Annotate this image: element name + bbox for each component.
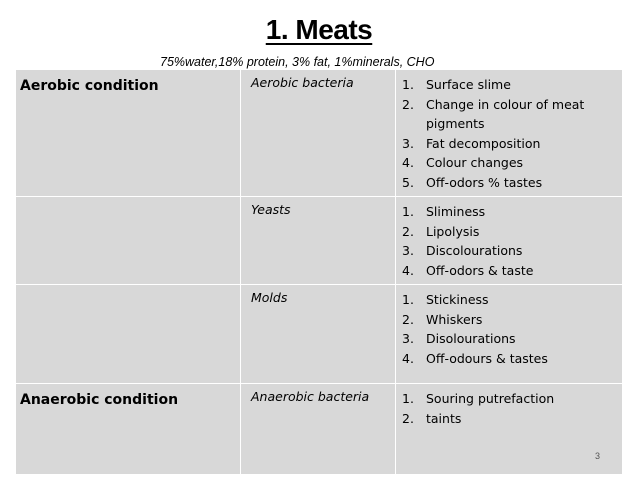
table-row xyxy=(16,285,623,384)
effects-cell xyxy=(396,70,623,197)
condition-cell: Anaerobic condition xyxy=(16,384,241,475)
list-item: 2. Lipolysis xyxy=(402,223,480,239)
table-row xyxy=(16,384,623,475)
effects-cell xyxy=(396,197,623,285)
table-row xyxy=(16,197,623,285)
effects-cell xyxy=(396,285,623,384)
organism-cell: Aerobic bacteria xyxy=(241,70,396,197)
table-row xyxy=(16,70,623,197)
effects-list xyxy=(402,290,618,368)
list-item: 1. Sliminess xyxy=(402,204,486,219)
organism-cell: Molds xyxy=(241,285,396,384)
condition-cell xyxy=(16,197,241,285)
slide-title: 1. Meats xyxy=(265,14,373,45)
list-item: 2. taints xyxy=(402,410,462,426)
list-item: 4. Colour changes xyxy=(402,155,524,170)
condition-cell: Aerobic condition xyxy=(16,70,241,197)
list-item: 1. Stickiness xyxy=(402,292,489,307)
effects-cell xyxy=(396,384,623,475)
list-item: 2. Change in colour of meat pigments xyxy=(402,96,585,131)
list-item: 1. Souring putrefaction xyxy=(402,391,555,406)
condition-cell xyxy=(16,285,241,384)
effects-list xyxy=(402,389,618,428)
list-item: 4. Off-odours & tastes xyxy=(402,350,548,366)
list-item: 2. Whiskers xyxy=(402,311,483,327)
list-item: 1. Surface slime xyxy=(402,77,511,92)
page-number: 3 xyxy=(594,451,600,461)
composition-subtitle: 75%water,18% protein, 3% fat, 1%minerals, CHO xyxy=(160,55,435,69)
list-item: 3. Disolourations xyxy=(402,331,516,346)
spoilage-table xyxy=(15,69,623,475)
organism-cell: Yeasts xyxy=(241,197,396,285)
list-item: 4. Off-odors & taste xyxy=(402,262,534,278)
list-item: 3. Discolourations xyxy=(402,243,523,258)
effects-list xyxy=(402,75,618,192)
organism-cell: Anaerobic bacteria xyxy=(241,384,396,475)
list-item: 5. Off-odors % tastes xyxy=(402,174,543,190)
effects-list xyxy=(402,202,618,280)
list-item: 3. Fat decomposition xyxy=(402,135,541,151)
